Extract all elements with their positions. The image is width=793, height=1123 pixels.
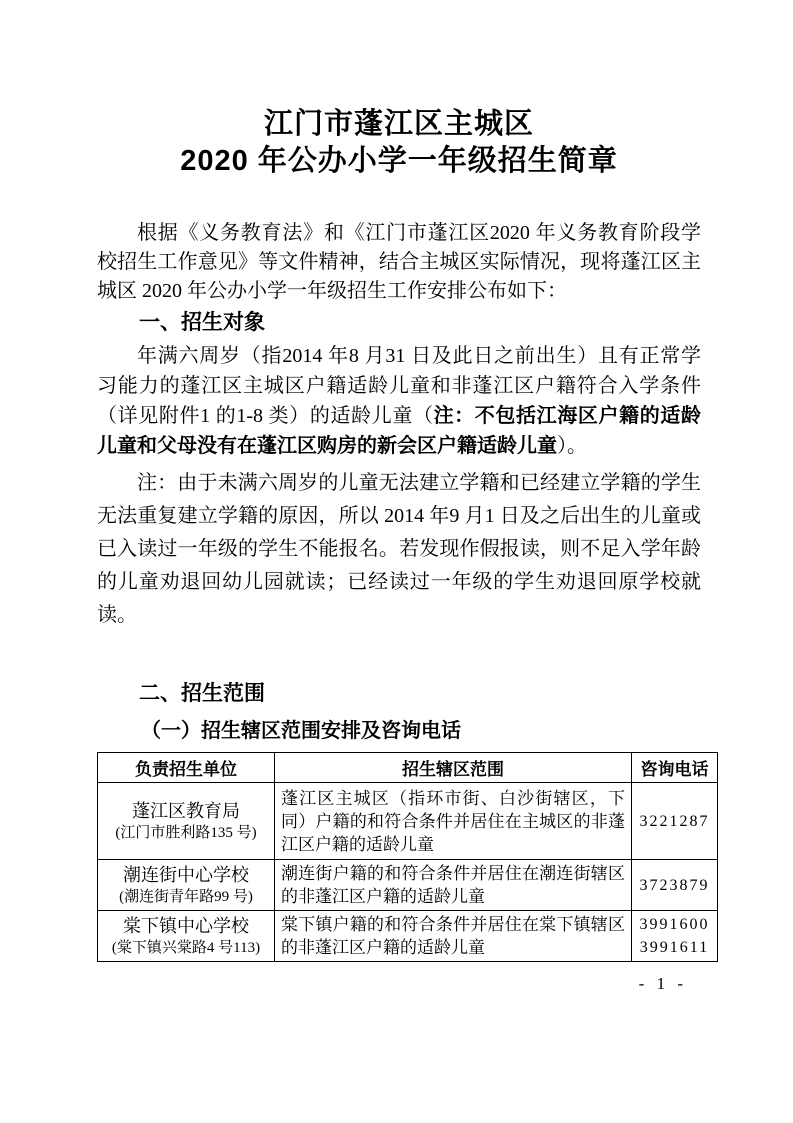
page-number: - 1 - [638,974,687,993]
title-line-2: 2020 年公办小学一年级招生简章 [180,145,618,177]
subsection-heading-district-table: （一）招生辖区范围安排及咨询电话 [141,720,461,742]
phone-cell [632,911,718,962]
phone-number: 3221287 [639,812,710,830]
unit-address: (江门市胜利路135 号) [115,825,257,841]
scope-cell: 潮连街户籍的和符合条件并居住在潮连街辖区的非蓬江区户籍的适龄儿童 [275,860,632,911]
section-heading-admission-target: 一、招生对象 [139,311,265,334]
column-header-unit: 负责招生单位 [98,753,275,783]
column-header-scope: 招生辖区范围 [275,753,632,783]
column-header-phone: 咨询电话 [632,753,718,783]
unit-cell-tangxia-central-school [98,911,275,962]
unit-cell-pengjiang-education-bureau [98,783,275,860]
admission-district-table [97,752,718,962]
eligibility-paragraph [97,341,701,461]
table-header-row [98,753,718,783]
intro-paragraph: 根据《义务教育法》和《江门市蓬江区2020 年义务教育阶段学校招生工作意见》等文件精神，结合主城区实际情况，现将蓬江区主城区 2020 年公办小学一年级招生工作安排公布如下： [97,222,701,302]
table-row [98,783,718,860]
phone-cell [632,860,718,911]
note-paragraph: 注：由于未满六周岁的儿童无法建立学籍和已经建立学籍的学生无法重复建立学籍的原因，所以 2014 年9 月1 日及之后出生的儿童或已入读过一年级的学生不能报名。若发现作假报读，则不足入学年龄的儿童劝退回幼儿园就读；已经读过一年级的学生劝退回原学校就读。 [97,472,701,626]
eligibility-text-regular: 年满六周岁（指2014 年8 月31 日及此日之前出生）且有正常学习能力的蓬江区主城区户籍适龄儿童和非蓬江区户籍符合入学条件（详见附件1 的1-8 类）的适龄儿童（ [97,345,701,427]
phone-number: 3723879 [639,876,710,894]
unit-name: 棠下镇中心学校 [123,916,249,936]
unit-name: 蓬江区教育局 [132,801,240,821]
title-line-1: 江门市蓬江区主城区 [263,108,534,140]
scope-cell: 棠下镇户籍的和符合条件并居住在棠下镇辖区的非蓬江区户籍的适龄儿童 [275,911,632,962]
table-row [98,860,718,911]
document-title [97,106,701,180]
eligibility-text-bold-note: 注：不包括江海区户籍的适龄儿童和父母没有在蓬江区购房的新会区户籍适龄儿童 [97,405,701,457]
unit-name: 潮连街中心学校 [123,865,249,885]
phone-number: 3991600 [639,916,710,933]
document-page [97,0,718,1123]
unit-address: (棠下镇兴棠路4 号113) [111,940,261,956]
phone-number: 3991611 [639,939,710,956]
section-heading-admission-scope: 二、招生范围 [139,682,265,705]
phone-cell [632,783,718,860]
scope-cell: 蓬江区主城区（指环市街、白沙街辖区，下同）户籍的和符合条件并居住在主城区的非蓬江区户籍的适龄儿童 [275,783,632,860]
unit-cell-chaolian-central-school [98,860,275,911]
table-row [98,911,718,962]
unit-address: (潮连街青年路99 号) [119,889,253,905]
eligibility-text-closing: ）。 [557,435,587,457]
